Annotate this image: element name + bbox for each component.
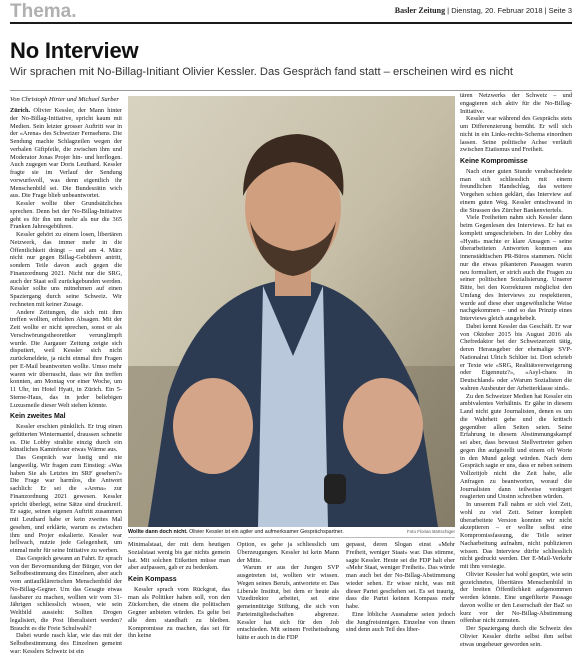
portrait-photo — [128, 96, 455, 527]
paragraph — [10, 200, 122, 231]
paragraph-text: Kessler war während des Gesprächs stets um Differenzierung bemüht. Er will sich nicht in ein Links-rechts-Schema einordnen lassen. Seine politische Achse verläuft zwischen Etatismus und Freiheit. — [460, 115, 572, 154]
caption-bold: Wollte dann doch nicht. — [128, 529, 188, 535]
article-subtitle: Wir sprachen mit No-Billag-Initiant Olivier Kessler. Das Gespräch fand statt – erscheinen wird es nicht — [10, 66, 514, 78]
paragraph — [460, 393, 572, 502]
paragraph-text: Dabei kennt Kessler das Geschäft. Er war von Oktober 2015 bis August 2016 als Chefredaktor bei der Schweizerzeit tätig, deren Herausgeber der ehemalige SVP-Nationalrat Ulrich Schlüer ist. Dort schrieb er Texte wie «SRG, Realitätsverweigerung oder Eigennutz?», «Asyl-chaos in Deutschland» oder «Warum Sozialisten die wahren Ausbeuter der Arbeiterklasse sind». — [460, 322, 572, 392]
paragraph — [237, 541, 339, 564]
paragraph — [10, 555, 122, 633]
subheading: Kein zweites Mal — [10, 413, 66, 421]
paragraph — [460, 501, 572, 571]
paragraph — [10, 309, 122, 410]
paragraph — [10, 231, 122, 309]
section-label: Thema. — [10, 1, 77, 22]
paragraph-text: Andere Zeitungen, die sich mit ihm treffen wollten, erhielten Absagen. Mit der Zeit wollte er nicht sprechen, sonst er als Verschwörungstheoretiker verunglimpft wurde. Die Aargauer Zeitung zeigte sich disputiert, weil Kessler sich nicht zurückmeldete, ja nicht einmal ihre Fragen per E-Mail beantworten wollte. Umso mehr waren wir überrascht, dass wir ihn treffen konnten, am Montag vor einer Woche, um 11 Uhr, im Hotel Hyatt, in Zürich. Ein 5-Sterne-Haus, das in jeder beliebigen Luxusmeile dieser Welt stehen könnte. — [10, 308, 122, 409]
portrait-illustration — [128, 96, 455, 527]
paragraph-text: Kessler wollte über Grundsätzliches sprechen. Denn bei der No-Billag-Initiative geht es für ihn um mehr als nur die 365 Franken Jahresgebühren. — [10, 200, 122, 231]
page-header — [10, 0, 572, 24]
paragraph — [460, 571, 572, 625]
paragraph-text: Kessler erschien pünktlich. Er trug einen gefütterten Wintermantel, draussen schneite es. Die Lobby strahlte einzig durch ein künstliches Kaminfeuer etwas Wärme aus. — [10, 423, 122, 454]
paragraph — [128, 586, 230, 640]
paragraph — [346, 611, 455, 634]
newspaper-name: Basler Zeitung — [394, 6, 446, 15]
article-title: No Interview — [10, 38, 139, 63]
paragraph-text: Das Gespräch war lustig und nie langweilig. Wir fragen zum Einstieg: «Was haben Sie als Letztes im SRF gesehen?» Die Frage war harmlos, die Antwort sachlich: Er sei die «Arena» zur Finanzordnung 2021 gewesen. Kessler spricht überlegt, seine Sätze sind druckreif. Er sagte, seinen eigenen Auftritt zusammen mit Leuthard habe er kein zweites Mal gesehen, und erklärte, warum es zwischen ihm und Projer eskalierte. Kessler war hellwach, nutzte jede Gelegenheit, um einmal mehr für seine Initiative zu werben. — [10, 454, 122, 554]
paragraph-text: Das Gespräch gewann an Fahrt. Er sprach von der Bevormundung der Bürger, von der Selbstbestimmung des Einzelnen, aber auch vom antiaufklärerischen Menschenbild der No-Billag-Gegner. Um das Gesagte etwas fassbarer zu machen, wollten wir vom 31-Jährigen schliesslich wissen, wie sein Weltbild aussieht: Sollten Drogen legalisiert, die Post liberalisiert werden? Braucht es die Freie Schulwahl? — [10, 554, 122, 632]
paragraph-text: Eine löbliche Ausnahme seien jedoch die Jungfreisinnigen. Einzelne von ihnen sind denn auch Teil des liber- — [346, 610, 455, 634]
issue-date: Dienstag, 20. Februar 2018 — [451, 6, 543, 15]
photo-credit: Foto Florian Bärtschiger — [406, 529, 455, 534]
paragraph-text: In unserem Fall nahm er sich viel Zeit, wohl zu viel Zeit. Seiner komplett überarbeitete Version konnten wir nicht akzeptieren – er wollte selbst eine Kompromissfassung, die Teile seiner Nacharbeitung aufnahm, nicht publizieren wissen. Das Interview dürfte schliesslich nicht gedruckt werden. Der E-Mail-Verkehr mit ihm versiegte. — [460, 501, 572, 570]
paragraph — [10, 632, 122, 655]
paragraph-text: Option, es gehe ja schliesslich um Überzeugungen. Kessler ist kein Mann der Mitte. — [237, 541, 339, 564]
paragraph — [460, 92, 572, 115]
paragraph — [460, 214, 572, 323]
article-column-4 — [460, 92, 572, 660]
subheading: Keine Kompromisse — [460, 158, 528, 165]
paragraph-text: Warum er aus der Jungen SVP ausgetreten ist, wollten wir wissen. Wegen seines Berufs, antwortete er. Das Liberale Institut, bei dem er heute als Vizedirektor arbeitet, sei eine gemeinnützige Stiftung, die sich von Parteimitgliedschaften abgrenze. Kessler hat sich für den Job entschieden. Mit seinem Freiheitsdrang hätte er auch in die FDP — [237, 564, 339, 641]
article-column-3 — [237, 541, 339, 661]
paragraph — [10, 454, 122, 555]
paragraph — [237, 564, 339, 642]
paragraph-text: Olivier Kessler hat wohl gespürt, wie sein gezeichnetes, liberitäres Menschenbild in der breiten Öffentlichkeit aufgenommen werden könnte. Eine ungefilterte Passage davon wollte er den Leserschaft der BaZ so kurz vor der No-Billag-Abstimmung offenbar nicht zumuten. — [460, 570, 572, 625]
paragraph-text: Zu den Schweizer Medien hat Kessler ein ambivalentes Verhältnis. Er gähe in diesem Land nicht gute Journalisten, denen es um die Wahrheit gehe und die kritisch gegenüber allen Seiten seien. Seine Erfahrung in diesem Abstimmungskampf sei aber, dass bewusst Stellvertreter gehen gegen ihn aufgestellt und einem oft Worte in den Mund gelegt würden. Nach dem Gespräch sagte er uns, dass er neben seinem Vollzeitjob nicht die Zeit habe, alle Anfragen zu beantworten, worauf die Journalisten dann teilweise verärgert reagierten und Unsinn schreiben würden. — [460, 392, 572, 501]
paragraph — [10, 423, 122, 454]
paragraph — [460, 115, 572, 154]
paragraph — [460, 625, 572, 648]
page-number: Seite 3 — [548, 6, 572, 15]
paragraph-text: gepasst, deren Slogan einst «Mehr Freiheit, weniger Staat» war. Das stimme, sagte Kessler. Heute sei die FDP halt eher «Mehr Staat, weniger Freiheit». Das würde man auch bei der No-Billag-Abstimmung wieder sehen. Er wisse nicht, was mit dieser Partei geschehen sei. Es sei traurig, dass die Partei keinen Kompass mehr habe. — [346, 541, 455, 610]
paragraph-text: Viele Freiheiten nahm sich Kessler dann beim Gegenlesen des Interviews. Er hat es komplett umgeschrieben. In der Lobby des «Hyatt» machte er klare Ansagen – seine überarbeiteten Antworten kommen aus innenstädtischen PR-Büros stammen. Nicht nur die etwas pikanteren Passagen waren neu formuliert, er strich auch die Fragen zu seiner politischen Sozialisierung. Unserer Bitte, bei den Korrekturen möglichst den Umfang des Interviews zu respektieren, wurde auf diese eher ungewöhnliche Weise nachgekommen – und so das Prinzip eines Interviews gleich ausgehebelt. — [460, 214, 572, 322]
paragraph — [346, 541, 455, 611]
paragraph-text: Kessler gehört zu einem losen, libertären Netzwerk, das immer mehr in die Öffentlichkeit drängt – und am 4. März nicht nur gegen Billag-Gebühren antritt, sondern Teile davon auch gegen die Finanzordnung 2021. Nicht nur die SRG, auch der Staat soll zurückgebunden werden. Kessler sollte uns mitnehmen auf einen Spaziergang durch seine Schweiz. Wir rechneten mit keiner Zusage. — [10, 231, 122, 308]
paragraph-text: Olivier Kessler, der Mann hinter der No-Billag-Initiative, spricht kaum mit Medien. Sein letzter grosser Auftritt war in der «Arena» des Schweizer Fernsehens. Die Sendung machte Schlagzeilen wegen der verbalen Giftpfeile, die zwischen ihm und Moderator Jonas Projer hin- und herflogen. Auch zugegen war Doris Leuthard. Kessler fragte sie im Verlauf der Sendung vorwurfsvoll, was denn eigentlich ihr Menschenbild sei. Die Bundesrätin wich aus. Die Frage blieb unbeantwortet. — [10, 107, 122, 200]
photo-caption — [128, 529, 455, 535]
paragraph-text: Minimalstaat, der mit dem heutigen Sozialstaat wenig bis gar nichts gemein hat. Mit solchen Etiketten müsse man aber aufpassen, gab er zu bedenken. — [128, 541, 230, 572]
divider — [128, 537, 455, 538]
article-column-5 — [346, 541, 455, 661]
paragraph-text: Kessler sprach vom Rückgrat, das man als Politiker haben soll, von den Zückerchen, die einem die politischen Gegner anbieten würden. Es gelte bei alle dem standhaft zu bleiben. Kompromisse zu machen, das sei für ihn keine — [128, 585, 230, 640]
paragraph-text: Nach einer guten Stunde verabschiedete man sich schliesslich mit einem freundlichen Handschlag, das weitere Vorgehen schien geklärt, das Interview auf einem guten Weg. Kessler entschwand in die Strassen des Zürcher Bankenviertels. — [460, 167, 572, 214]
paragraph-text: Der Spaziergang durch die Schweiz des Olivier Kessler dürfte selbst ihm selbst etwas ungeheuer geworden sein. — [460, 625, 572, 648]
byline: Von Christoph Hirter und Michael Surber — [10, 96, 119, 103]
paragraph-text: tären Netzwerks der Schweiz – und engagieren sich aktiv für die No-Billag-Initiative. — [460, 92, 572, 115]
divider — [10, 90, 572, 91]
paragraph — [460, 323, 572, 393]
article-column-2 — [128, 541, 230, 661]
paragraph — [460, 168, 572, 215]
caption-text: Olivier Kessler ist ein agiler und aufmerksamer Gesprächspartner. — [189, 529, 344, 535]
paragraph — [10, 107, 122, 200]
header-meta: Basler Zeitung | Dienstag, 20. Februar 2018 | Seite 3 — [394, 6, 572, 15]
paragraph — [128, 541, 230, 572]
paragraph-text: Dabei wurde rasch klar, wie das mit der Selbstbestimmung des Einzelnen gemeint war: Kesslers Schweiz ist ein — [10, 632, 122, 655]
subheading: Kein Kompass — [128, 576, 177, 583]
article-column-1 — [10, 107, 122, 659]
dateline: Zürich. — [10, 107, 31, 114]
